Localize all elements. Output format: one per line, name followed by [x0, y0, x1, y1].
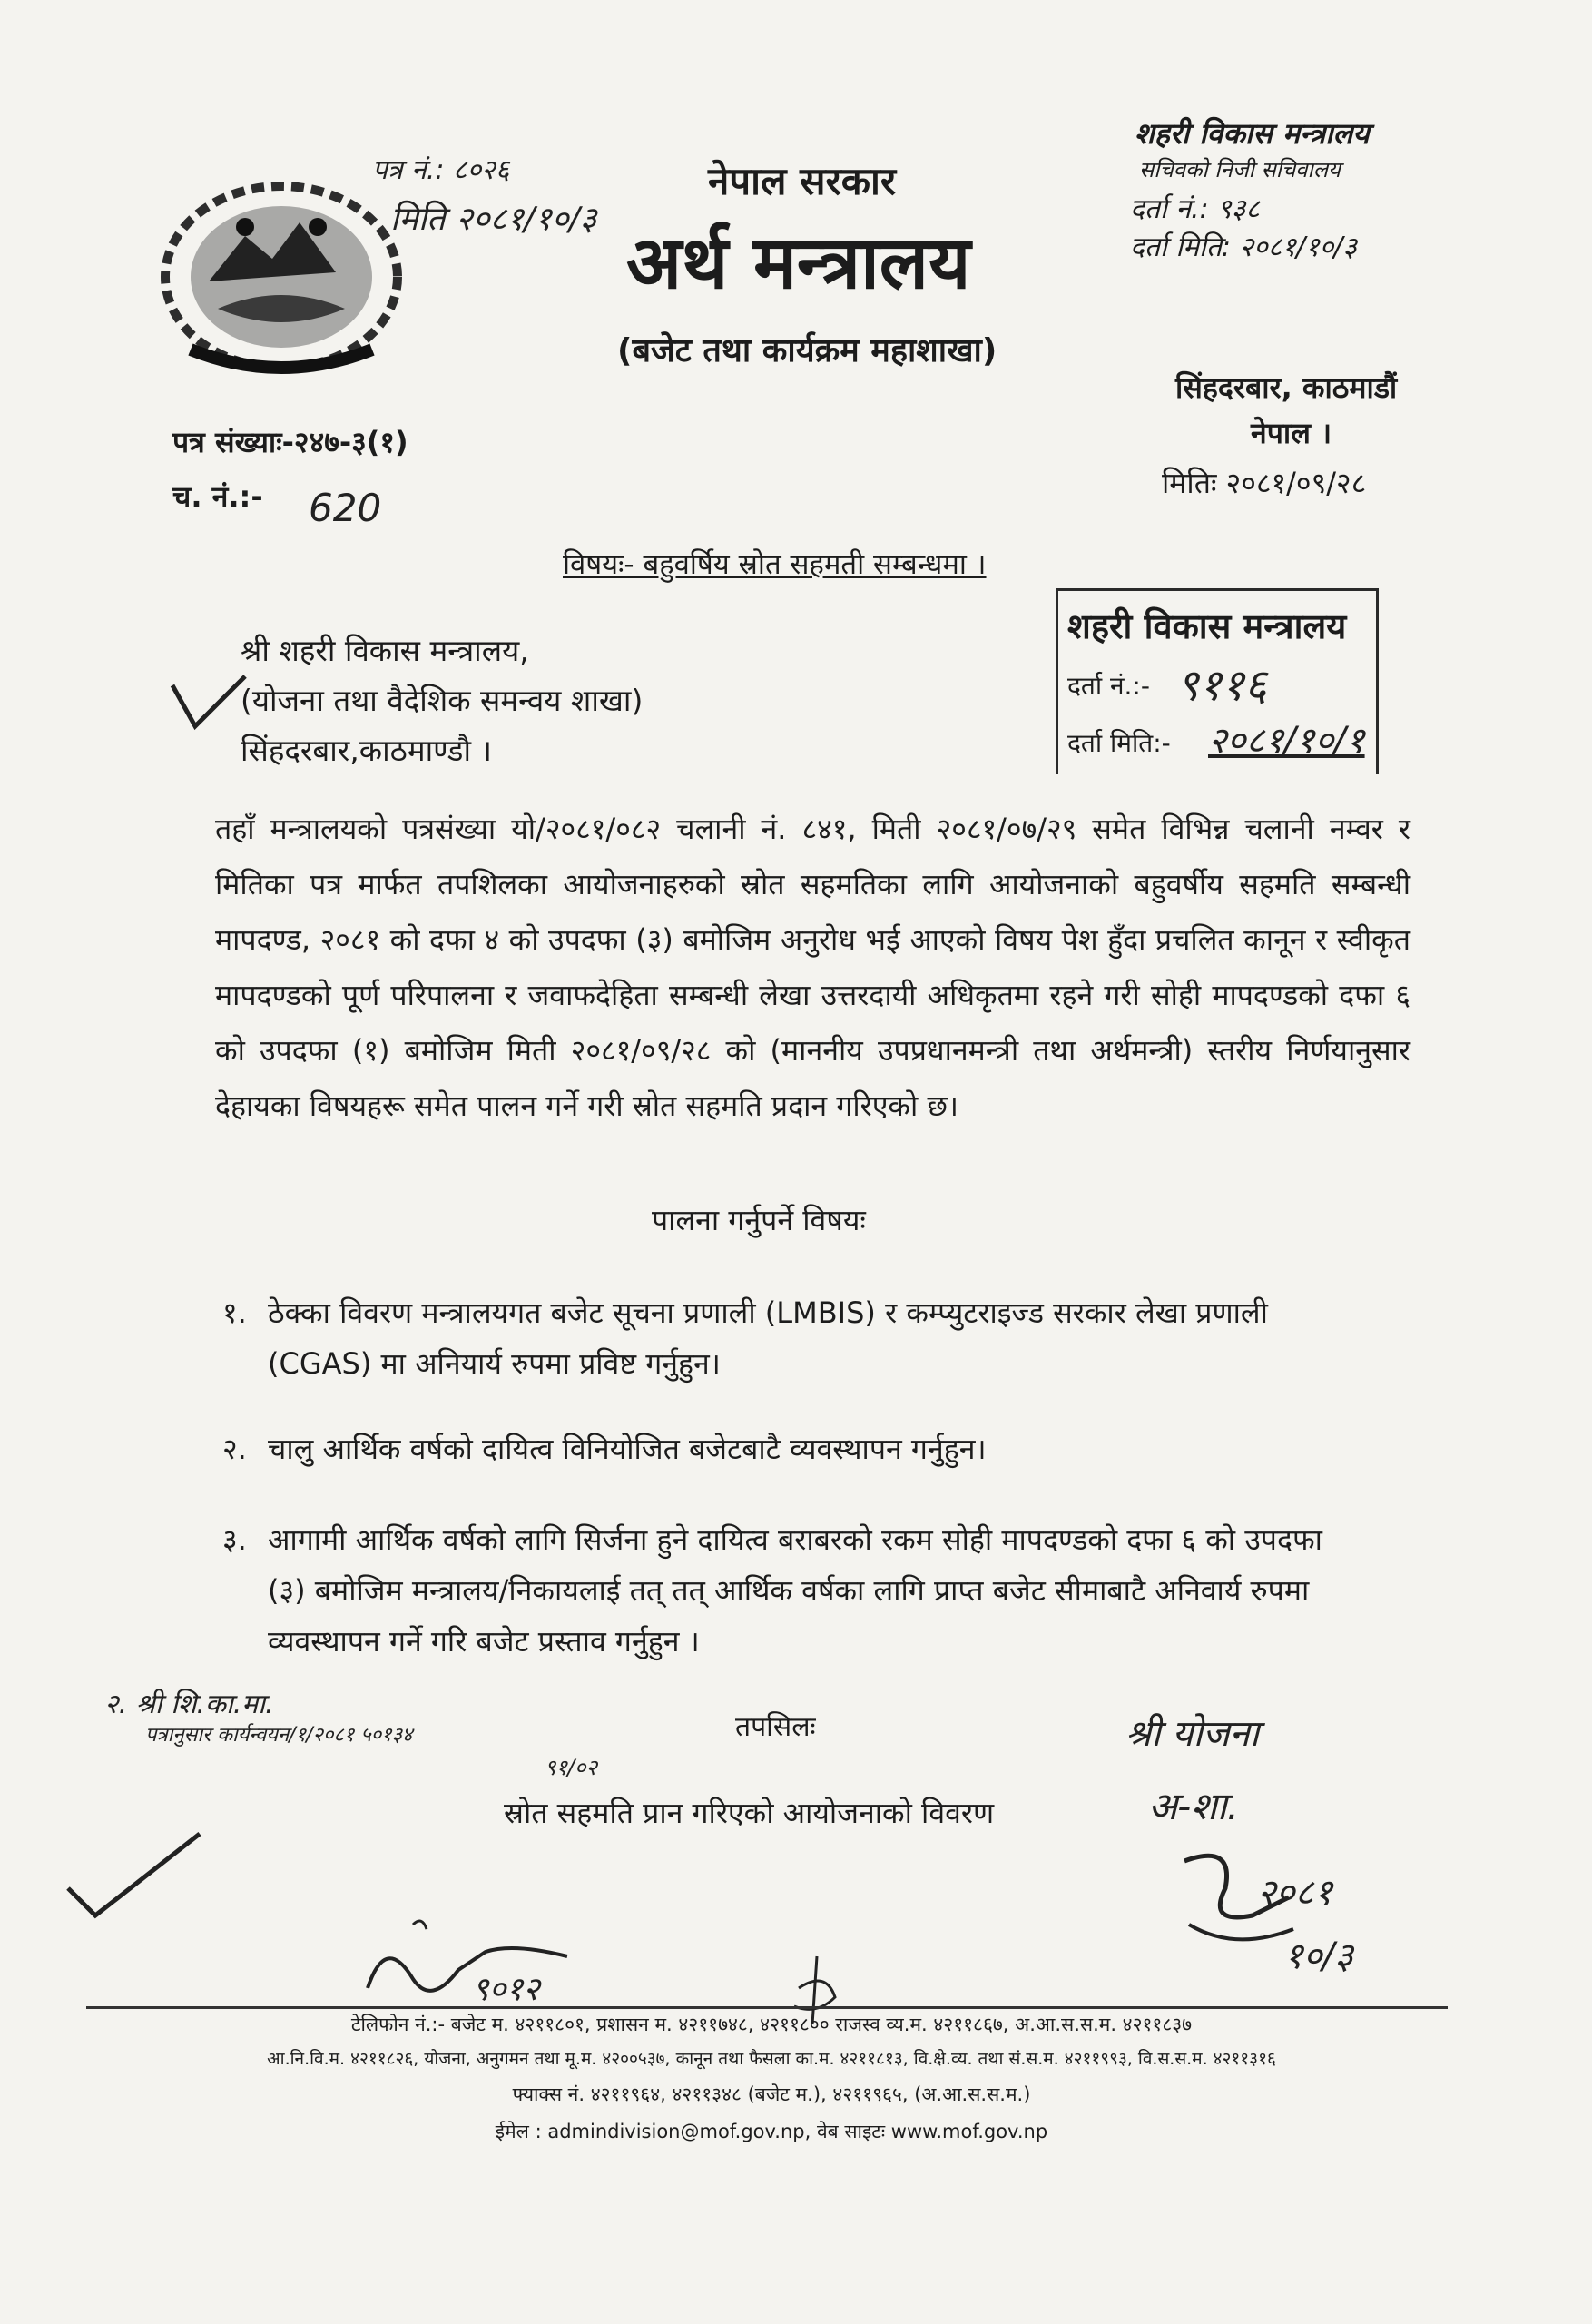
footer-telephone-2: आ.नि.वि.म. ४२११८२६, योजना, अनुगमन तथा मू.म. ४२००५३७, कानून तथा फैसला का.म. ४२११८१३, वि.क्षे.व्य. तथा सं.स.म. ४२११९९३, वि.स.स.म. ४२११३१६	[267, 2049, 1276, 2069]
footer-divider	[86, 2006, 1448, 2009]
top-stamp-darta-no: दर्ता नं.: ९३८	[1130, 193, 1260, 225]
footer-fax: फ्याक्स नं. ४२११९६४, ४२११३४८ (बजेट म.), ४२११९६५, (अ.आ.स.स.म.)	[512, 2083, 1031, 2105]
division-title: (बजेट तथा कार्यक्रम महाशाखा)	[617, 332, 997, 369]
item-text: ठेक्का विवरण मन्त्रालयगत बजेट सूचना प्रणाली (LMBIS) र कम्प्युटराइज्ड सरकार लेखा प्रणाली (CGAS) मा अनियार्य रुपमा प्रविष्ट गर्नुहुन।	[268, 1295, 1268, 1381]
top-stamp-ministry: शहरी विकास मन्त्रालय	[1135, 116, 1370, 151]
compliance-heading: पालना गर्नुपर्ने विषयः	[652, 1203, 866, 1237]
footer-contact: ईमेल : admindivision@mof.gov.np, वेब साइटः www.mof.gov.np	[495, 2121, 1048, 2142]
tapsil-heading: तपसिलः	[735, 1711, 816, 1743]
box-stamp-darta-miti: २०८१/१०/१	[1208, 720, 1365, 762]
patra-sankhya: पत्र संख्याः-२४७-३(१)	[172, 425, 408, 459]
item-number: २.	[222, 1432, 247, 1466]
handwritten-note-bottom: ९०१२	[472, 1971, 540, 2008]
handwritten-note-right-2: अ-शा.	[1148, 1784, 1240, 1828]
box-stamp-darta-no-label: दर्ता नं.:-	[1067, 671, 1150, 701]
recipient-line3: सिंहदरबार,काठमाण्डौ ।	[241, 733, 492, 768]
body-paragraph: तहाँ मन्त्रालयको पत्रसंख्या यो/२०८१/०८२ चलानी नं. ८४१, मिती २०८१/०७/२९ समेत विभिन्न चलानी नम्वर र मितिका पत्र मार्फत तपशिलका आयोजनाहरुको स्रोत सहमतिका लागि आयोजनाको बहुवर्षीय सहमति सम्बन्धी मापदण्ड, २०८१ को दफा ४ को उपदफा (३) बमोजिम अनुरोध भई आएको विषय पेश हुँदा प्रचलित कानून र स्वीकृत मापदण्डको पूर्ण परिपालना र जवाफदेहिता सम्बन्धी लेखा उत्तरदायी अधिकृतमा रहने गरी सोही मापदण्डको दफा ६ को उपदफा (१) बमोजिम मिती २०८१/०९/२८ को (माननीय उपप्रधानमन्त्री तथा अर्थमन्त्री) स्तरीय निर्णयानुसार देहायका विषयहरू समेत पालन गर्ने गरी स्रोत सहमति प्रदान गरिएको छ।	[215, 812, 1410, 1123]
govt-title: नेपाल सरकार	[708, 159, 897, 203]
item-text: आगामी आर्थिक वर्षको लागि सिर्जना हुने दायित्व बराबरको रकम सोही मापदण्डको दफा ६ को उपदफा (३) बमोजिम मन्त्रालय/निकायलाई तत् तत् आर्थिक वर्षका लागि प्राप्त बजेट सीमाबाटै अनिवार्य रुपमा व्यवस्थापन गर्ने गरि बजेट प्रस्ताव गर्नुहुन ।	[268, 1522, 1322, 1659]
subject-line: विषयः- बहुवर्षिय स्रोत सहमती सम्बन्धमा ।	[563, 548, 987, 581]
recipient-line2: (योजना तथा वैदेशिक समन्वय शाखा)	[241, 683, 644, 718]
handwritten-patra-date: मिति २०८१/१०/३	[390, 201, 597, 238]
box-stamp-darta-no: ९११६	[1176, 660, 1267, 711]
handwritten-note-left-2: पत्रानुसार कार्यन्वयन/१/२०८१ ५०१३४	[145, 1724, 413, 1747]
checkmark-icon	[168, 672, 250, 735]
top-stamp-office: सचिवको निजी सचिवालय	[1139, 157, 1341, 182]
item-number: ३.	[222, 1522, 247, 1557]
address-line1: सिंहदरबार, काठमाडौं	[1175, 370, 1398, 405]
address-line2: नेपाल ।	[1251, 416, 1332, 450]
box-stamp-darta-miti-label: दर्ता मिति:-	[1067, 728, 1171, 758]
recipient-line1: श्री शहरी विकास मन्त्रालय,	[241, 633, 529, 668]
signature-icon	[359, 1915, 576, 2015]
footer-telephone-1: टेलिफोन नं.:- बजेट म. ४२११८०१, प्रशासन म. ४२११७४८, ४२११८०० राजस्व व्य.म. ४२११८६७, अ.आ.स.स.म. ४२११८३७	[350, 2014, 1193, 2035]
handwritten-patra-no: पत्र नं.: ८०२६	[372, 154, 510, 186]
handwritten-note-right-1: श्री योजना	[1125, 1713, 1260, 1755]
handwritten-note-left-date: ९१/०२	[545, 1755, 598, 1780]
handwritten-note-right-3: २०८१	[1257, 1872, 1333, 1914]
nepal-emblem-icon	[154, 172, 408, 381]
signature-icon	[1171, 1843, 1298, 1952]
checkmark-icon	[64, 1825, 209, 1925]
chalani-handwritten: 620	[309, 486, 382, 530]
box-stamp-ministry: शहरी विकास मन्त्रालय	[1067, 606, 1347, 646]
chalani-label: च. नं.:-	[172, 479, 263, 514]
item-number: १.	[222, 1295, 247, 1330]
letter-date: मितिः २०८१/०९/२८	[1162, 466, 1367, 500]
item-text: चालु आर्थिक वर्षको दायित्व विनियोजित बजेटबाटै व्यवस्थापन गर्नुहुन।	[268, 1432, 987, 1466]
ministry-title: अर्थ मन्त्रालय	[626, 221, 971, 305]
handwritten-note-left-1: २. श्री शि.का.मा.	[104, 1689, 274, 1720]
darta-box-stamp	[1056, 588, 1379, 774]
handwritten-note-right-4: १०/३	[1284, 1935, 1353, 1977]
tapsil-description: स्रोत सहमति प्रान गरिएको आयोजनाको विवरण	[504, 1796, 995, 1830]
top-stamp-darta-miti: दर्ता मिति: २०८१/१०/३	[1130, 231, 1357, 263]
